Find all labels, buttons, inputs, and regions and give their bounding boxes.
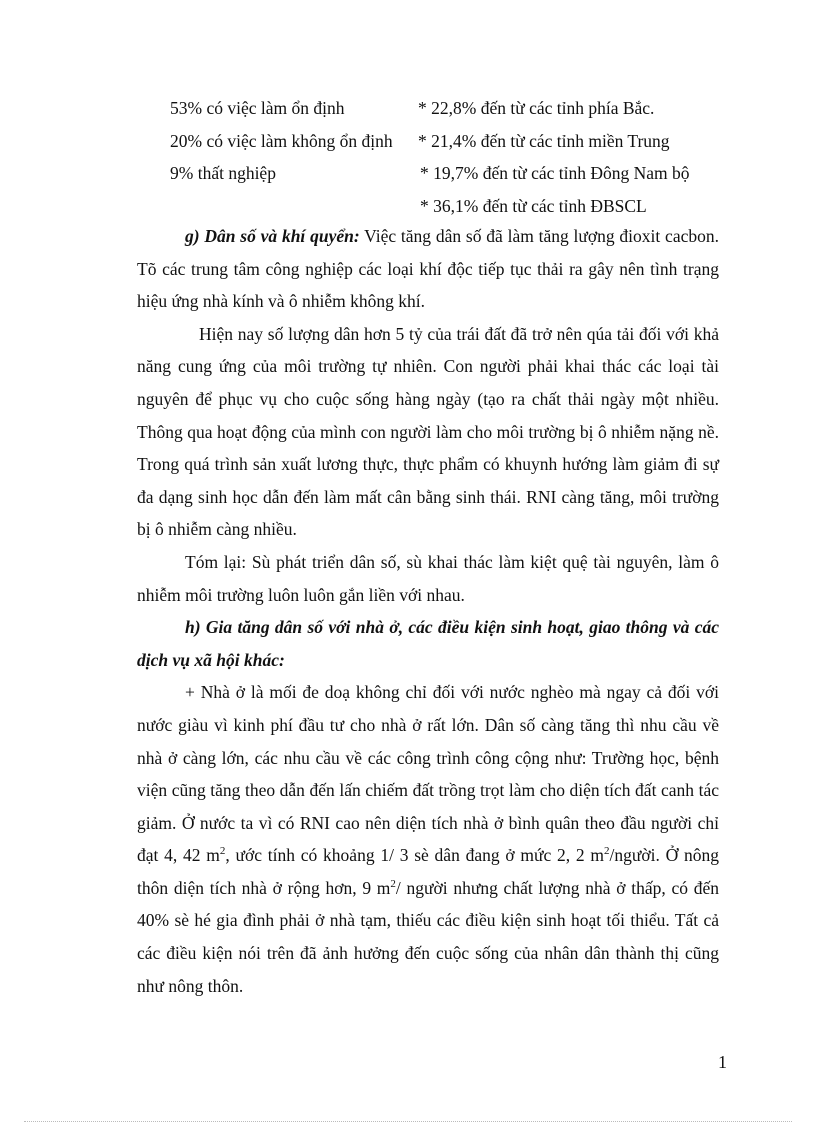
section-g-heading: g) Dân số và khí quyển: [185,226,360,246]
section-g-paragraph [137,220,719,318]
superscript: 2 [219,845,226,858]
paragraph-summary: Tóm lại: Sù phát triển dân số, sù khai thác làm kiệt quệ tài nguyên, làm ô nhiễm môi trường luôn luôn gắn liền với nhau. [137,551,719,605]
section-g-text: Việc tăng dân số đã làm tăng lượng đioxit cacbon. Tõ các trung tâm công nghiệp các loại khí độc tiếp tục thải ra gây nên tình trạng hiệu ứng nhà kính và ô nhiễm không khí. [137,226,719,312]
stats-row [170,92,730,125]
stats-row [170,190,730,223]
superscript: 2 [390,878,396,891]
housing-text: , ước tính có khoảng 1/ 3 sè dân đang ở mức 2, 2 m [225,845,604,866]
origin-stat: * 36,1% đến từ các tỉnh ĐBSCL [420,195,647,216]
page-number: 1 [718,1052,727,1072]
page-bottom-divider [24,1121,792,1122]
origin-stat: * 19,7% đến từ các tỉnh Đông Nam bộ [420,163,690,183]
body-text [137,220,719,1002]
stats-row [170,157,730,190]
employment-stat: 53% có việc làm ổn định [170,98,345,118]
employment-stat: 20% có việc làm không ổn định [170,130,393,151]
housing-text: + Nhà ở là mối đe doạ không chỉ đối với nước nghèo mà ngay cả đối với nước giàu vì kinh phí đầu tư cho nhà ở rất lớn. Dân số càng tăng thì nhu cầu về nhà ở càng lớn, các nhu cầu về các công trình công cộng như: Trường học, bệnh viện cũng tăng theo dẫn đến lấn chiếm đất trồng trọt làm cho diện tích đất canh tác giảm. Ở nước ta vì có RNI cao nên diện tích nhà ở bình quân theo đầu người chỉ đạt 4, 42 m [137,682,719,866]
migration-stats [170,92,730,222]
origin-stat: * 22,8% đến từ các tỉnh phía Bắc. [418,98,655,118]
stats-row [170,125,730,158]
paragraph-housing [137,676,719,1002]
superscript: 2 [604,845,610,858]
housing-text: / người nhưng chất lượng nhà ở thấp, có đến 40% sè hé gia đình phải ở nhà tạm, thiếu các điều kiện sinh hoạt tối thiểu. Tất cả các điều kiện nói trên đã ảnh hưởng đến cuộc sống của nhân dân thành thị cũng như nông thôn. [137,877,719,996]
employment-stat: 9% thất nghiệp [170,163,276,183]
section-h-heading: h) Gia tăng dân số với nhà ở, các điều kiện sinh hoạt, giao thông và các dịch vụ xã hội khác: [137,617,719,670]
housing-text: /người. Ở nông thôn diện tích nhà ở rộng hơn, 9 m [137,845,719,898]
origin-stat: * 21,4% đến từ các tỉnh miền Trung [418,130,670,151]
paragraph-population: Hiện nay số lượng dân hơn 5 tỷ của trái đất đã trở nên qúa tải đối với khả năng cung ứng của môi trường tự nhiên. Con người phải khai thác các loại tài nguyên để phục vụ cho cuộc sống hàng ngày (tạo ra chất thải ngày một nhiều. Thông qua hoạt động của mình con người làm cho môi trường bị ô nhiễm nặng nề. Trong quá trình sản xuất lương thực, thực phẩm có khuynh hướng làm giảm đi sự đa dạng sinh học dẫn đến làm mất cân bằng sinh thái. RNI càng tăng, môi trường bị ô nhiễm càng nhiều. [137,323,719,540]
